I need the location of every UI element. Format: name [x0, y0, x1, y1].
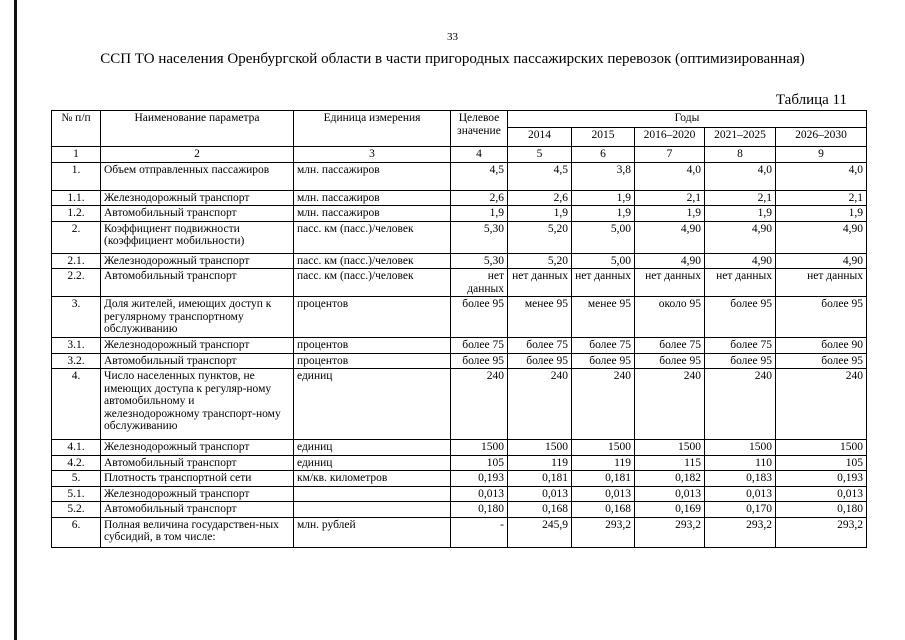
table-row	[52, 502, 867, 518]
column-number: 9	[776, 147, 867, 163]
year-value: нет данных	[572, 269, 635, 297]
header-year: 2015	[572, 128, 635, 147]
year-value: 4,90	[635, 221, 705, 253]
year-value: менее 95	[508, 297, 572, 338]
year-value: 240	[776, 369, 867, 440]
header-num: № п/п	[52, 111, 101, 147]
year-value: более 95	[776, 353, 867, 369]
row-number: 3.	[52, 297, 101, 338]
row-number: 6.	[52, 517, 101, 547]
year-value: 0,013	[572, 486, 635, 502]
year-value: 119	[508, 455, 572, 471]
table-caption: Таблица 11	[775, 92, 847, 108]
year-value: 1,9	[572, 206, 635, 222]
year-value: 0,181	[508, 471, 572, 487]
table-row	[52, 369, 867, 440]
target-value: 1500	[451, 440, 508, 456]
target-value: 0,180	[451, 502, 508, 518]
parameter-name: Автомобильный транспорт	[101, 502, 294, 518]
year-value: 1,9	[705, 206, 776, 222]
year-value: 0,182	[635, 471, 705, 487]
year-value: 1,9	[508, 206, 572, 222]
row-number: 2.2.	[52, 269, 101, 297]
year-value: 3,8	[572, 162, 635, 190]
header-target: Целевое значение	[451, 111, 508, 147]
year-value: 293,2	[776, 517, 867, 547]
unit-cell: пасс. км (пасс.)/человек	[294, 269, 451, 297]
unit-cell	[294, 502, 451, 518]
table-row	[52, 517, 867, 547]
year-value: 5,00	[572, 221, 635, 253]
row-number: 1.2.	[52, 206, 101, 222]
column-number: 8	[705, 147, 776, 163]
column-number: 1	[52, 147, 101, 163]
row-number: 2.	[52, 221, 101, 253]
year-value: 1500	[705, 440, 776, 456]
target-value: более 75	[451, 338, 508, 354]
year-value: 105	[776, 455, 867, 471]
table-row	[52, 190, 867, 206]
year-value: 110	[705, 455, 776, 471]
year-value: более 90	[776, 338, 867, 354]
row-number: 4.1.	[52, 440, 101, 456]
year-value: 115	[635, 455, 705, 471]
parameter-name: Автомобильный транспорт	[101, 206, 294, 222]
header-unit: Единица измерения	[294, 111, 451, 147]
page-number: 33	[447, 31, 458, 43]
parameter-name: Доля жителей, имеющих доступ к регулярному транспортному обслуживанию	[101, 297, 294, 338]
target-value: 240	[451, 369, 508, 440]
year-value: менее 95	[572, 297, 635, 338]
year-value: 0,170	[705, 502, 776, 518]
row-number: 5.2.	[52, 502, 101, 518]
year-value: более 95	[572, 353, 635, 369]
year-value: 0,013	[705, 486, 776, 502]
target-value: нет данных	[451, 269, 508, 297]
year-value: 5,20	[508, 253, 572, 269]
year-value: 1500	[776, 440, 867, 456]
column-number: 7	[635, 147, 705, 163]
table-row	[52, 471, 867, 487]
column-number: 5	[508, 147, 572, 163]
table-row	[52, 486, 867, 502]
unit-cell: км/кв. километров	[294, 471, 451, 487]
year-value: около 95	[635, 297, 705, 338]
year-value: более 75	[635, 338, 705, 354]
column-number: 4	[451, 147, 508, 163]
unit-cell: млн. пассажиров	[294, 162, 451, 190]
year-value: 2,1	[705, 190, 776, 206]
unit-cell: млн. пассажиров	[294, 190, 451, 206]
year-value: нет данных	[635, 269, 705, 297]
parameter-name: Автомобильный транспорт	[101, 455, 294, 471]
column-number: 2	[101, 147, 294, 163]
target-value: 5,30	[451, 221, 508, 253]
target-value: 2,6	[451, 190, 508, 206]
parameter-name: Автомобильный транспорт	[101, 353, 294, 369]
year-value: 293,2	[705, 517, 776, 547]
row-number: 2.1.	[52, 253, 101, 269]
year-value: 1500	[508, 440, 572, 456]
year-value: 4,90	[635, 253, 705, 269]
target-value: 0,193	[451, 471, 508, 487]
unit-cell: единиц	[294, 369, 451, 440]
target-value: -	[451, 517, 508, 547]
row-number: 5.1.	[52, 486, 101, 502]
row-number: 3.1.	[52, 338, 101, 354]
year-value: более 95	[776, 297, 867, 338]
target-value: более 95	[451, 353, 508, 369]
parameter-name: Объем отправленных пассажиров	[101, 162, 294, 190]
year-value: 2,1	[635, 190, 705, 206]
table-row	[52, 269, 867, 297]
year-value: нет данных	[508, 269, 572, 297]
year-value: нет данных	[705, 269, 776, 297]
year-value: 0,168	[508, 502, 572, 518]
unit-cell: единиц	[294, 440, 451, 456]
table-row	[52, 162, 867, 190]
year-value: 0,169	[635, 502, 705, 518]
year-value: нет данных	[776, 269, 867, 297]
unit-cell: процентов	[294, 353, 451, 369]
year-value: 119	[572, 455, 635, 471]
parameter-name: Число населенных пунктов, не имеющих доступа к регуляр-ному автомобильному и железнодорожному транспорт-ному обслуживанию	[101, 369, 294, 440]
parameter-name: Автомобильный транспорт	[101, 269, 294, 297]
header-name: Наименование параметра	[101, 111, 294, 147]
table-row	[52, 297, 867, 338]
row-number: 1.1.	[52, 190, 101, 206]
year-value: 0,013	[635, 486, 705, 502]
year-value: 240	[635, 369, 705, 440]
year-value: 4,90	[776, 253, 867, 269]
year-value: 1500	[635, 440, 705, 456]
unit-cell: единиц	[294, 455, 451, 471]
header-year: 2014	[508, 128, 572, 147]
year-value: 4,90	[705, 253, 776, 269]
year-value: более 75	[508, 338, 572, 354]
target-value: 5,30	[451, 253, 508, 269]
unit-cell	[294, 486, 451, 502]
unit-cell: пасс. км (пасс.)/человек	[294, 253, 451, 269]
year-value: 1,9	[635, 206, 705, 222]
row-number: 3.2.	[52, 353, 101, 369]
parameter-name: Коэффициент подвижности (коэффициент мобильности)	[101, 221, 294, 253]
header-years: Годы	[508, 111, 867, 128]
table-row	[52, 206, 867, 222]
year-value: 4,90	[705, 221, 776, 253]
year-value: 293,2	[572, 517, 635, 547]
year-value: более 95	[635, 353, 705, 369]
year-value: 293,2	[635, 517, 705, 547]
year-value: 0,193	[776, 471, 867, 487]
year-value: 240	[572, 369, 635, 440]
table-body	[52, 147, 867, 548]
year-value: более 75	[572, 338, 635, 354]
parameter-name: Железнодорожный транспорт	[101, 338, 294, 354]
target-value: 0,013	[451, 486, 508, 502]
year-value: 4,90	[776, 221, 867, 253]
year-value: 245,9	[508, 517, 572, 547]
header-year: 2021–2025	[705, 128, 776, 147]
parameter-name: Полная величина государствен-ных субсидий, в том числе:	[101, 517, 294, 547]
year-value: 1500	[572, 440, 635, 456]
parameter-name: Плотность транспортной сети	[101, 471, 294, 487]
target-value: 4,5	[451, 162, 508, 190]
table-row	[52, 338, 867, 354]
table-row	[52, 440, 867, 456]
row-number: 4.	[52, 369, 101, 440]
year-value: 4,0	[776, 162, 867, 190]
page-edge-line	[14, 0, 17, 640]
year-value: более 95	[508, 353, 572, 369]
year-value: 0,013	[776, 486, 867, 502]
header-year: 2026–2030	[776, 128, 867, 147]
target-value: 1,9	[451, 206, 508, 222]
year-value: 1,9	[776, 206, 867, 222]
column-number-row	[52, 147, 867, 163]
year-value: более 75	[705, 338, 776, 354]
unit-cell: пасс. км (пасс.)/человек	[294, 221, 451, 253]
parameters-table	[51, 110, 867, 548]
row-number: 1.	[52, 162, 101, 190]
year-value: 2,1	[776, 190, 867, 206]
parameter-name: Железнодорожный транспорт	[101, 440, 294, 456]
year-value: 0,013	[508, 486, 572, 502]
table-row	[52, 455, 867, 471]
year-value: 0,168	[572, 502, 635, 518]
year-value: 0,180	[776, 502, 867, 518]
parameter-name: Железнодорожный транспорт	[101, 486, 294, 502]
column-number: 3	[294, 147, 451, 163]
table-row	[52, 253, 867, 269]
year-value: 240	[508, 369, 572, 440]
year-value: 2,6	[508, 190, 572, 206]
year-value: более 95	[705, 297, 776, 338]
year-value: 5,00	[572, 253, 635, 269]
year-value: более 95	[705, 353, 776, 369]
table-row	[52, 221, 867, 253]
parameter-name: Железнодорожный транспорт	[101, 190, 294, 206]
unit-cell: млн. рублей	[294, 517, 451, 547]
target-value: 105	[451, 455, 508, 471]
year-value: 1,9	[572, 190, 635, 206]
target-value: более 95	[451, 297, 508, 338]
column-number: 6	[572, 147, 635, 163]
unit-cell: процентов	[294, 297, 451, 338]
year-value: 4,0	[705, 162, 776, 190]
table-row	[52, 353, 867, 369]
document-title: ССП ТО населения Оренбургской области в части пригородных пассажирских перевозок (оптимизированная)	[100, 51, 805, 67]
unit-cell: процентов	[294, 338, 451, 354]
year-value: 0,181	[572, 471, 635, 487]
year-value: 4,0	[635, 162, 705, 190]
row-number: 4.2.	[52, 455, 101, 471]
year-value: 240	[705, 369, 776, 440]
year-value: 5,20	[508, 221, 572, 253]
unit-cell: млн. пассажиров	[294, 206, 451, 222]
row-number: 5.	[52, 471, 101, 487]
header-year: 2016–2020	[635, 128, 705, 147]
year-value: 0,183	[705, 471, 776, 487]
parameter-name: Железнодорожный транспорт	[101, 253, 294, 269]
year-value: 4,5	[508, 162, 572, 190]
